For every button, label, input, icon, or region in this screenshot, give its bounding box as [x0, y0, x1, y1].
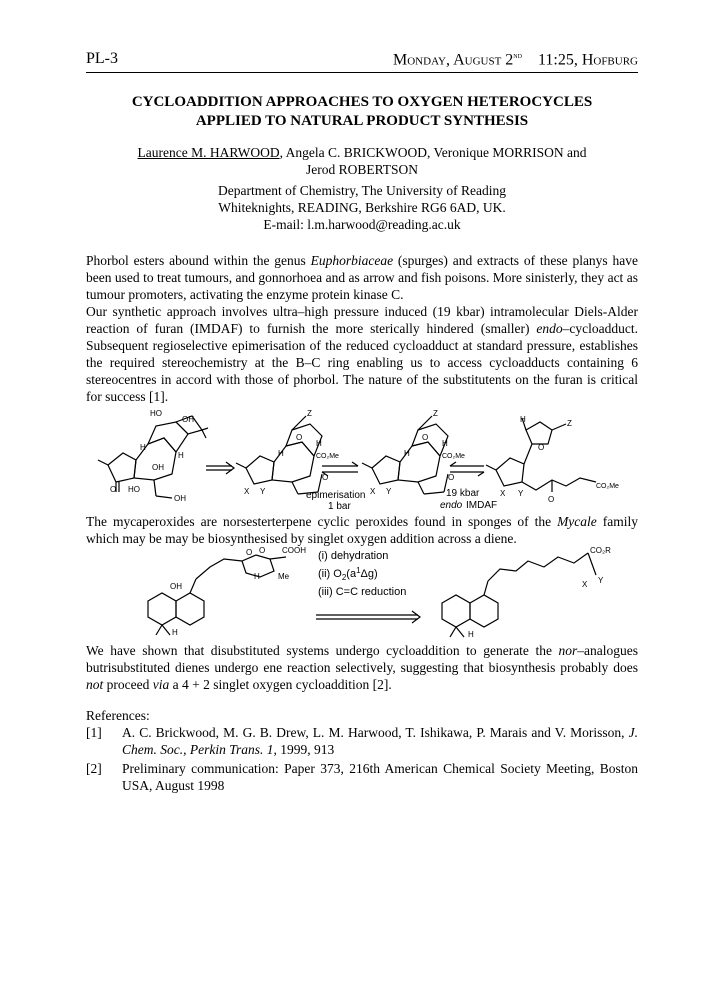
- reference-2: [86, 760, 638, 794]
- label-H-b: H: [172, 628, 178, 637]
- step-dehydration: (i) dehydration: [318, 550, 389, 562]
- affiliation: [86, 182, 638, 233]
- label-H-6: H: [404, 449, 410, 458]
- label-HO-bottom: HO: [128, 485, 140, 494]
- label-O-ketone-3: O: [448, 473, 455, 482]
- title-line-1: CYCLOADDITION APPROACHES TO OXYGEN HETEROCYCLES: [131, 94, 593, 110]
- label-Y-1: Y: [260, 487, 266, 496]
- label-O-peroxide-a: O: [246, 548, 253, 557]
- endo-term: endo: [536, 321, 563, 336]
- label-O-bridge-2: O: [422, 433, 429, 442]
- title-line-2: APPLIED TO NATURAL PRODUCT SYNTHESIS: [195, 113, 529, 129]
- label-endo: endo: [440, 500, 463, 511]
- email: E-mail: l.m.harwood@reading.ac.uk: [263, 217, 461, 232]
- session-time-place: 11:25, Hofburg: [537, 51, 638, 69]
- label-CO2Me-2: CO₂Me: [442, 453, 465, 460]
- label-H-c: H: [468, 630, 474, 639]
- retro-arrow-1: [206, 462, 234, 474]
- label-epimerisation: epimerisation: [306, 490, 366, 501]
- department: Department of Chemistry, The University of Reading: [218, 183, 506, 198]
- label-X-3: X: [500, 489, 506, 498]
- presenting-author: Laurence M. HARWOOD: [137, 145, 280, 160]
- session-day: Monday, August 2: [393, 51, 514, 69]
- label-Z-3: Z: [567, 419, 572, 428]
- paper-title: [86, 93, 638, 131]
- label-OH: OH: [170, 582, 182, 591]
- label-Z-2: Z: [433, 409, 438, 418]
- session-info: [393, 50, 638, 69]
- label-H-a: H: [254, 572, 260, 581]
- reference-1-text: A. C. Brickwood, M. G. B. Drew, L. M. Harwood, T. Ishikawa, P. Marais and V. Morisson, J. Chem. Soc., Perkin Trans. 1, 1999, 913: [122, 725, 638, 757]
- label-O-ketone-4: O: [548, 495, 555, 504]
- mycaperoxide-structure: [148, 555, 286, 635]
- label-Y: Y: [598, 576, 604, 585]
- reference-1: [86, 724, 638, 758]
- step-reduction: (iii) C=C reduction: [318, 586, 407, 598]
- label-H-1: H: [140, 443, 146, 452]
- paragraph-conclusion: We have shown that disubstituted systems undergo cycloaddition to generate the nor–analogues butrisubstituted dienes undergo ene reaction selectively, suggesting that biosynthesis probably does not proceed via a 4 + 2 singlet oxygen cycloaddition [2].: [86, 643, 638, 692]
- address: Whiteknights, READING, Berkshire RG6 6AD, UK.: [218, 200, 506, 215]
- label-IMDAF: IMDAF: [466, 500, 498, 511]
- genus-euphorbiaceae: Euphorbiaceae: [310, 253, 394, 268]
- label-H-3: H: [316, 439, 322, 448]
- label-1-bar: 1 bar: [328, 501, 351, 512]
- author-list: [86, 144, 638, 178]
- label-19-kbar: 19 kbar: [446, 488, 480, 499]
- equilibrium-arrows-imdaf: [450, 462, 484, 476]
- references-heading: References:: [86, 708, 150, 723]
- day-suffix: nd: [513, 50, 522, 60]
- label-OH-mid: OH: [152, 463, 164, 472]
- diene-structure: [442, 553, 596, 637]
- label-O-ketone-2: O: [322, 473, 329, 482]
- label-Y-2: Y: [386, 487, 392, 496]
- reference-2-text: Preliminary communication: Paper 373, 216th American Chemical Society Meeting, Boston USA, August 1998: [122, 761, 638, 793]
- reference-2-number: [2]: [86, 761, 102, 776]
- label-OH-top: OH: [182, 415, 194, 424]
- label-H-2: H: [178, 451, 184, 460]
- label-HO-top: HO: [150, 409, 162, 418]
- reaction-arrow-2: [316, 611, 420, 623]
- label-O-bridge-1: O: [296, 433, 303, 442]
- co-author-last: Jerod ROBERTSON: [305, 162, 419, 177]
- label-OH-bottom: OH: [174, 494, 186, 503]
- label-H-7: H: [520, 415, 526, 424]
- scheme-phorbol-synthesis: [96, 408, 656, 512]
- label-X: X: [582, 580, 588, 589]
- label-Me: Me: [278, 572, 290, 581]
- genus-mycale: Mycale: [557, 514, 597, 529]
- co-authors: , Angela C. BRICKWOOD, Veronique MORRISON and: [279, 145, 587, 160]
- label-CO2Me-3: CO₂Me: [596, 483, 619, 490]
- reference-1-journal: J. Chem. Soc., Perkin Trans. 1: [122, 725, 638, 757]
- label-CO2R: CO₂R: [590, 546, 611, 555]
- paragraph-phorbol: Phorbol esters abound within the genus Euphorbiaceae (spurges) and extracts of these planys have been used to treat tumours, and gonnorhoea and as arrow and fish poisons. More sinisterly, they act as tumour promoters, activating the enzyme protein kinase C.: [86, 253, 638, 302]
- label-X-1: X: [244, 487, 250, 496]
- scheme-mycaperoxide: [96, 545, 656, 640]
- label-O-furan: O: [538, 443, 545, 452]
- page-header: [86, 50, 638, 73]
- label-O-ketone: O: [110, 485, 117, 494]
- label-CO2Me-1: CO₂Me: [316, 453, 339, 460]
- label-Y-3: Y: [518, 489, 524, 498]
- label-H-4: H: [278, 449, 284, 458]
- label-H-5: H: [442, 439, 448, 448]
- session-code: PL-3: [86, 50, 118, 67]
- label-COOH: COOH: [282, 546, 306, 555]
- furan-precursor: [486, 418, 596, 492]
- label-X-2: X: [370, 487, 376, 496]
- paragraph-mycaperoxides: The mycaperoxides are norsesterterpene cyclic peroxides found in sponges of the Mycale family which may be may be biosynthesised by singlet oxygen addition across a diene.: [86, 514, 638, 546]
- step-singlet-oxygen: (ii) $O_2(a^1\Delta g)$: [318, 566, 378, 582]
- reference-1-number: [1]: [86, 725, 102, 740]
- label-Z-1: Z: [307, 409, 312, 418]
- paragraph-synthesis: Our synthetic approach involves ultra–high pressure induced (19 kbar) intramolecular Diels-Alder reaction of furan (IMDAF) to furnish the more sterically hindered (smaller) endo–cycloadduct. Subsequent regioselective epimerisation of the reduced cycloadduct at standard pressure, establishes the required stereochemistry at the B–C ring enabling us to access cycloadducts containing 6 stereocentres in accord with those of phorbol. The nature of the substitutents on the furan is critical for success [1].: [86, 304, 638, 404]
- label-O-peroxide-b: O: [259, 546, 266, 555]
